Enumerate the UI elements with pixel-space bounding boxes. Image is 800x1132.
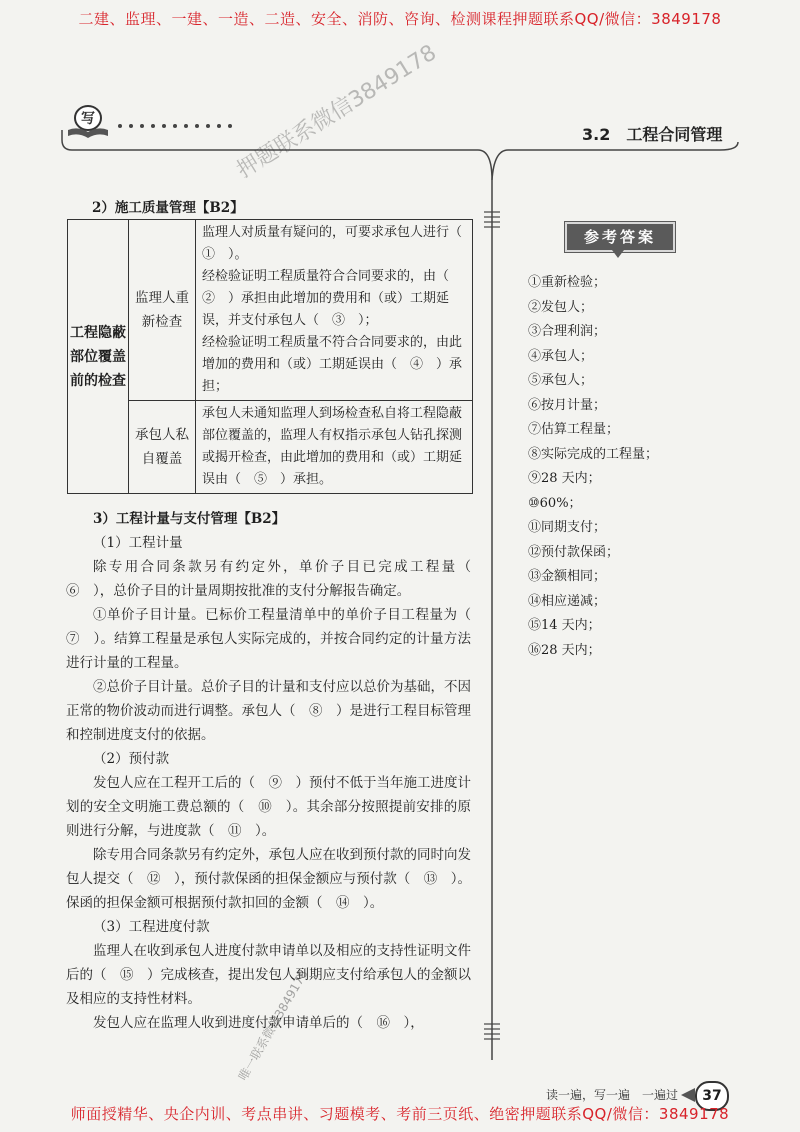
- answer-item: ⑤承包人；: [528, 373, 594, 388]
- footer-slogan: 读一遍，写一遍 一遍过: [546, 1088, 679, 1102]
- subheading-1: （1）工程计量: [93, 535, 183, 551]
- answers-title-pointer: [612, 250, 624, 258]
- group-content-recheck: [196, 220, 476, 401]
- group-content-private-cover: [196, 401, 473, 494]
- answer-item: ⑯28 天内；: [528, 642, 601, 658]
- answer-item: ⑮14 天内；: [528, 618, 601, 633]
- paragraph: 监理人在收到承包人进度付款申请单以及相应的支持性证明文件后的（ ⑮ ）完成核查，提出发包人到期应支付给承包人的金额以及相应的支持性材料。: [66, 943, 471, 1007]
- group-label-private-cover: 承包人私自覆盖: [129, 401, 196, 494]
- top-banner: 二建、监理、一建、一造、二造、安全、消防、咨询、检测课程押题联系QQ/微信：3849178: [78, 10, 722, 28]
- table-item: 经检验证明工程质量符合合同要求的，由（ ② ）承担由此增加的费用和（或）工期延误，并支付承包人（ ③ ）；: [202, 269, 463, 328]
- answer-item: ⑭相应递减；: [528, 593, 607, 609]
- paragraph: 除专用合同条款另有约定外，承包人应在收到预付款的同时向发包人提交（ ⑫ ），预付款保函的担保金额应与预付款（ ⑬ ）。保函的担保金额可根据预付款扣回的金额（ ⑭ ）。: [66, 847, 471, 911]
- paragraph: 发包人应在监理人收到进度付款申请单后的（ ⑯ ），: [93, 1015, 424, 1031]
- page-arrow-icon: [681, 1088, 695, 1102]
- subheading-3: （3）工程进度付款: [93, 919, 210, 935]
- page-number: 37: [695, 1081, 729, 1111]
- answer-item: ⑩60%；: [528, 495, 582, 511]
- answer-item: ⑫预付款保函；: [528, 544, 620, 560]
- inspection-table: [67, 219, 476, 494]
- answers-title: 参考答案: [565, 222, 675, 252]
- answer-item: ④承包人；: [528, 348, 594, 364]
- answer-item: ⑨28 天内；: [528, 471, 601, 486]
- answers-list: [528, 271, 658, 663]
- answer-item: ①重新检验；: [528, 275, 607, 290]
- answer-item: ⑬金额相同；: [528, 569, 607, 584]
- answer-item: ⑪同期支付；: [528, 520, 607, 535]
- table-item: 监理人对质量有疑问的，可要求承包人进行（ ① ）。: [202, 225, 476, 262]
- answer-item: ⑦估算工程量；: [528, 422, 620, 437]
- paragraph: ②总价子目计量。总价子目的计量和支付应以总价为基础，不因正常的物价波动而进行调整。承包人（ ⑧ ）是进行工程目标管理和控制进度支付的依据。: [66, 679, 471, 743]
- watermark: 押题联系微信3849178: [232, 40, 441, 184]
- subheading-2: （2）预付款: [93, 751, 170, 767]
- section-title: 3.2 工程合同管理: [582, 125, 723, 144]
- table-item: 承包人未通知监理人到场检查私自将工程隐蔽部位覆盖的，监理人有权指示承包人钻孔探测或揭开检查，由此增加的费用和（或）工期延误由（ ⑤ ）承担。: [202, 406, 463, 487]
- paragraph: ①单价子目计量。已标价工程量清单中的单价子目工程量为（ ⑦ ）。结算工程量是承包人实际完成的，并按合同约定的计量方法进行计量的工程量。: [66, 607, 485, 671]
- answer-item: ⑧实际完成的工程量；: [528, 446, 659, 462]
- quality-management-title: 2）施工质量管理【B2】: [92, 200, 244, 216]
- section-heading-measurement: 3）工程计量与支付管理【B2】: [93, 511, 286, 527]
- answer-item: ⑥按月计量；: [528, 397, 607, 413]
- svg-text:写: 写: [81, 111, 95, 127]
- row-label: 工程隐蔽部位覆盖前的检查: [68, 220, 129, 494]
- group-label-recheck: 监理人重新检查: [129, 220, 196, 401]
- paragraph: 发包人应在工程开工后的（ ⑨ ）预付不低于当年施工进度计划的安全文明施工费总额的（ ⑩ ）。其余部分按照提前安排的原则进行分解，与进度款（ ⑪ ）。: [66, 775, 471, 839]
- answer-item: ③合理利润；: [528, 324, 607, 339]
- table-item: 经检验证明工程质量不符合合同要求的，由此增加的费用和（或）工期延误由（ ④ ）承担；: [202, 335, 463, 394]
- answer-item: ②发包人；: [528, 299, 594, 315]
- paragraph: 除专用合同条款另有约定外，单价子目已完成工程量（ ⑥ ），总价子目的计量周期按批准的支付分解报告确定。: [66, 559, 485, 599]
- watermark: 唯一联系微信3849178: [235, 967, 311, 1083]
- bottom-banner: 师面授精华、央企内训、考点串讲、习题模考、考前三页纸、绝密押题联系QQ/微信：3849178: [70, 1105, 730, 1123]
- main-content: [66, 507, 485, 1035]
